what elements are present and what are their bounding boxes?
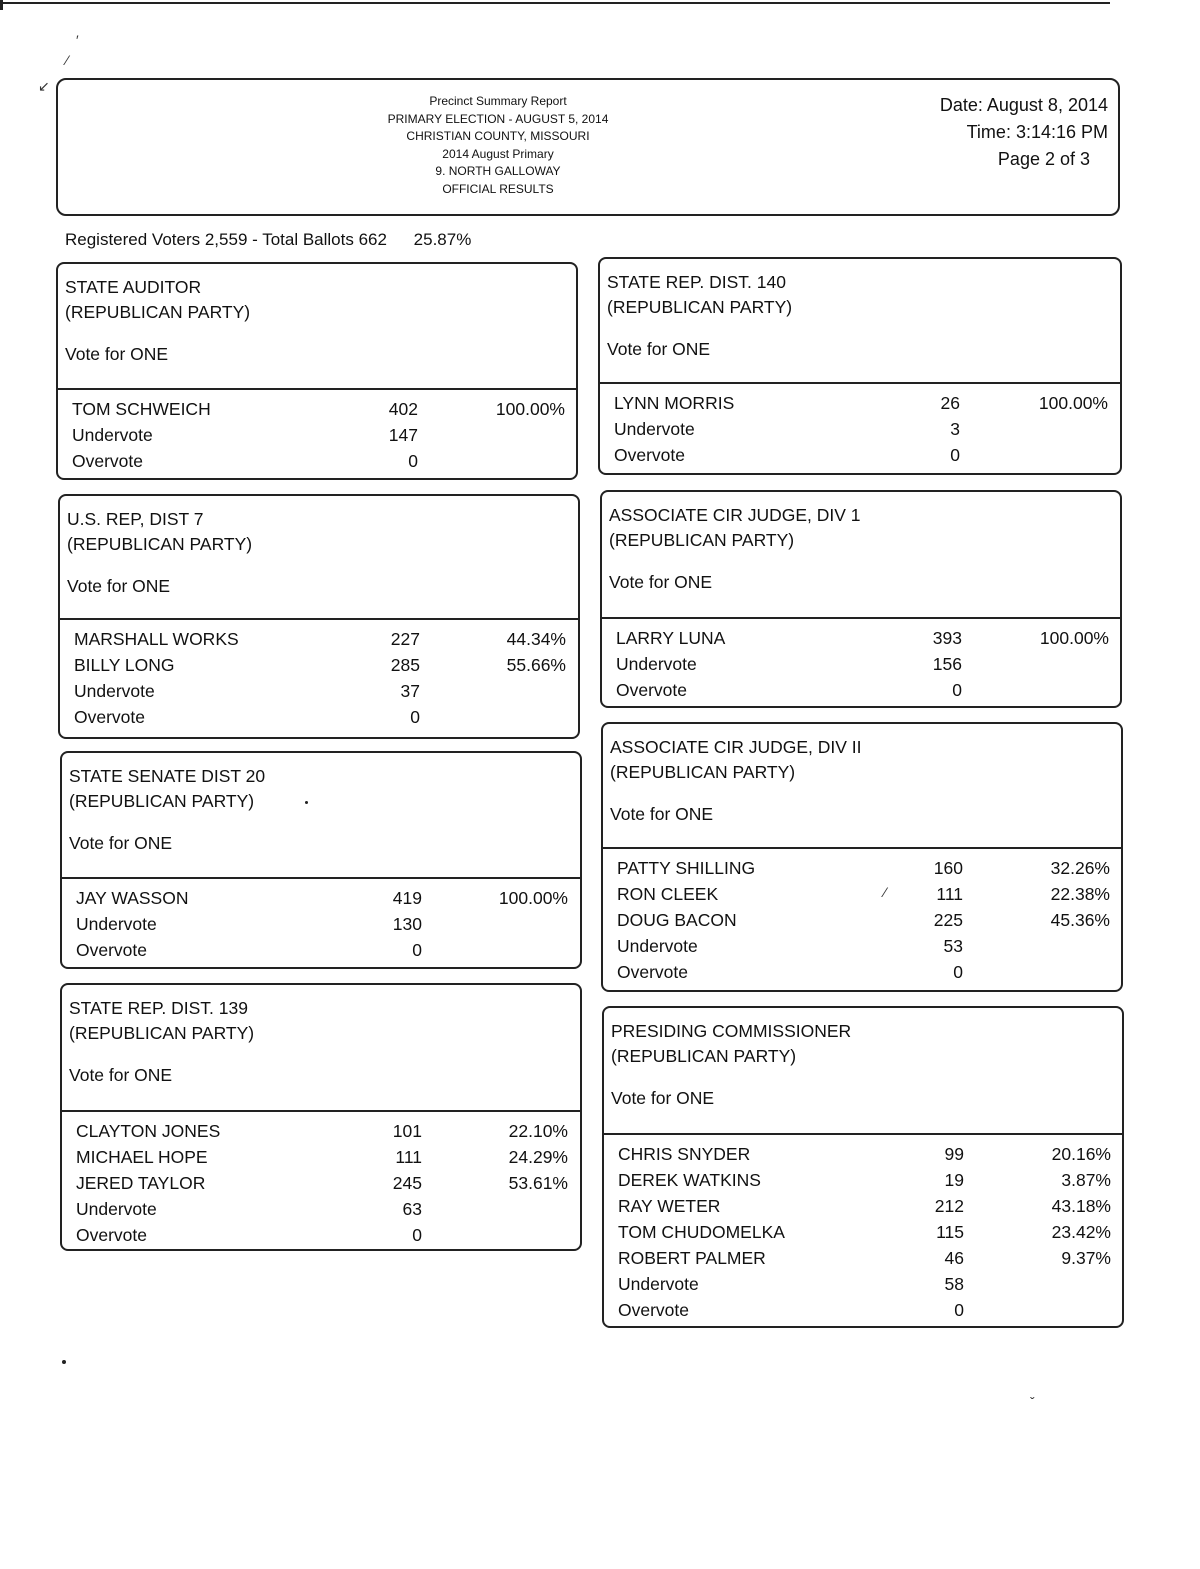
contest-title: U.S. REP, DIST 7 — [67, 509, 204, 529]
county-name: CHRISTIAN COUNTY, MISSOURI — [406, 129, 590, 143]
candidate-name: ROBERT PALMER — [618, 1248, 766, 1268]
contest-header — [600, 259, 1120, 384]
vote-count: 19 — [944, 1170, 964, 1190]
contest-party: (REPUBLICAN PARTY) — [607, 297, 793, 317]
scan-mark: ⁄ — [66, 52, 69, 68]
results-list — [62, 879, 580, 963]
contest-title-block — [69, 764, 265, 814]
vote-percent: 22.10% — [508, 1121, 568, 1141]
vote-instruction: Vote for ONE — [69, 1065, 173, 1085]
report-header — [56, 78, 1120, 216]
candidate-name: Overvote — [618, 1300, 689, 1320]
result-row — [60, 652, 578, 678]
vote-count: 0 — [950, 445, 960, 465]
result-row — [604, 1219, 1122, 1245]
result-row — [600, 390, 1120, 416]
vote-count: 115 — [936, 1222, 964, 1242]
result-row — [58, 448, 576, 474]
vote-count: 285 — [390, 655, 420, 675]
check-mark: ⁄ — [884, 884, 887, 900]
registration-text: Registered Voters 2,559 - Total Ballots 662 — [65, 230, 387, 249]
vote-count: 393 — [932, 628, 962, 648]
contest-box — [60, 983, 582, 1251]
scan-mark: ↙ — [38, 78, 50, 94]
contest-title: PRESIDING COMMISSIONER — [611, 1021, 852, 1041]
candidate-name: Undervote — [618, 1274, 699, 1294]
vote-count: 99 — [944, 1144, 964, 1164]
vote-count: 46 — [944, 1248, 964, 1268]
vote-count: 0 — [412, 940, 422, 960]
vote-count: 26 — [940, 393, 960, 413]
vote-count: 0 — [954, 1300, 964, 1320]
vote-count: 0 — [952, 680, 962, 700]
vote-percent: 100.00% — [1038, 393, 1108, 413]
vote-count: 130 — [392, 914, 422, 934]
candidate-name: MICHAEL HOPE — [76, 1147, 208, 1167]
results-list — [602, 619, 1120, 703]
vote-instruction: Vote for ONE — [65, 344, 169, 364]
contest-header — [602, 492, 1120, 619]
result-row — [602, 677, 1120, 703]
result-row — [62, 1118, 580, 1144]
vote-count: 212 — [934, 1196, 964, 1216]
result-row — [58, 396, 576, 422]
vote-percent: 100.00% — [1039, 628, 1109, 648]
contest-party: (REPUBLICAN PARTY) — [610, 762, 796, 782]
report-time: Time: 3:14:16 PM — [966, 122, 1108, 142]
result-row — [600, 442, 1120, 468]
vote-count: 227 — [390, 629, 420, 649]
vote-count: 0 — [953, 962, 963, 982]
contest-title: STATE AUDITOR — [65, 277, 202, 297]
results-list — [600, 384, 1120, 468]
vote-instruction: Vote for ONE — [611, 1088, 715, 1108]
vote-count: 111 — [395, 1147, 422, 1167]
result-row — [604, 1245, 1122, 1271]
candidate-name: RON CLEEK — [617, 884, 719, 904]
election-label: 2014 August Primary — [442, 146, 554, 161]
contest-title: ASSOCIATE CIR JUDGE, DIV 1 — [609, 505, 861, 525]
scan-edge-mark — [0, 0, 3, 10]
vote-count: 245 — [392, 1173, 422, 1193]
result-row — [602, 625, 1120, 651]
contest-header — [62, 985, 580, 1112]
candidate-name: Overvote — [72, 451, 143, 471]
vote-instruction: Vote for ONE — [69, 833, 173, 853]
contest-party: (REPUBLICAN PARTY) — [65, 302, 251, 322]
report-title-block — [358, 93, 638, 198]
vote-percent: 24.29% — [508, 1147, 568, 1167]
vote-percent: 100.00% — [498, 888, 568, 908]
vote-instruction: Vote for ONE — [67, 576, 171, 596]
result-row — [603, 959, 1121, 985]
contest-title: ASSOCIATE CIR JUDGE, DIV II — [610, 737, 862, 757]
candidate-name: TOM SCHWEICH — [72, 399, 211, 419]
results-list — [62, 1112, 580, 1248]
results-status: OFFICIAL RESULTS — [442, 181, 554, 196]
result-row — [603, 907, 1121, 933]
candidate-name: DEREK WATKINS — [618, 1170, 761, 1190]
candidate-name: Overvote — [616, 680, 687, 700]
contest-title-block — [610, 735, 862, 785]
page-number: Page 2 of 3 — [997, 149, 1090, 169]
result-row — [60, 678, 578, 704]
result-row — [62, 1222, 580, 1248]
contest-box — [600, 490, 1122, 708]
result-row — [60, 626, 578, 652]
vote-count: 58 — [944, 1274, 964, 1294]
result-row — [603, 855, 1121, 881]
vote-count: 0 — [410, 707, 420, 727]
result-row — [62, 885, 580, 911]
candidate-name: Undervote — [617, 936, 698, 956]
candidate-name: Overvote — [74, 707, 145, 727]
result-row — [603, 933, 1121, 959]
candidate-name: LYNN MORRIS — [614, 393, 735, 413]
vote-count: 0 — [408, 451, 418, 471]
results-list — [58, 390, 576, 474]
vote-percent: 3.87% — [1061, 1170, 1111, 1190]
vote-count: 0 — [412, 1225, 422, 1245]
scan-dot — [62, 1360, 66, 1364]
report-meta — [940, 92, 1108, 173]
vote-percent: 43.18% — [1051, 1196, 1111, 1216]
result-row — [604, 1167, 1122, 1193]
results-list — [604, 1135, 1122, 1323]
vote-count: 225 — [933, 910, 963, 930]
contest-header — [62, 753, 580, 879]
vote-count: 111 — [936, 884, 963, 904]
candidate-name: Undervote — [72, 425, 153, 445]
vote-count: 402 — [388, 399, 418, 419]
contest-party: (REPUBLICAN PARTY) — [611, 1046, 797, 1066]
vote-percent: 53.61% — [508, 1173, 568, 1193]
result-row — [604, 1193, 1122, 1219]
contest-party: (REPUBLICAN PARTY) — [609, 530, 795, 550]
contest-header — [60, 496, 578, 620]
result-row — [58, 422, 576, 448]
election-name: PRIMARY ELECTION - AUGUST 5, 2014 — [387, 111, 609, 126]
contest-box — [58, 494, 580, 739]
result-row — [62, 911, 580, 937]
result-row — [600, 416, 1120, 442]
vote-percent: 44.34% — [506, 629, 566, 649]
result-row — [62, 1170, 580, 1196]
candidate-name: CHRIS SNYDER — [618, 1144, 751, 1164]
candidate-name: Undervote — [76, 914, 157, 934]
candidate-name: CLAYTON JONES — [76, 1121, 221, 1141]
candidate-name: TOM CHUDOMELKA — [618, 1222, 785, 1242]
result-row — [62, 1144, 580, 1170]
report-date: Date: August 8, 2014 — [939, 95, 1108, 115]
scan-mark: ˇ — [1030, 1394, 1035, 1410]
result-row — [603, 881, 1121, 907]
contest-box — [60, 751, 582, 969]
report-title: Precinct Summary Report — [429, 94, 567, 108]
vote-percent: 20.16% — [1051, 1144, 1111, 1164]
candidate-name: LARRY LUNA — [616, 628, 726, 648]
candidate-name: Overvote — [76, 1225, 147, 1245]
contest-title-block — [69, 996, 254, 1046]
contest-party: (REPUBLICAN PARTY) — [67, 534, 253, 554]
candidate-name: JAY WASSON — [76, 888, 189, 908]
vote-count: 53 — [943, 936, 963, 956]
candidate-name: Overvote — [614, 445, 685, 465]
vote-percent: 22.38% — [1050, 884, 1110, 904]
contest-title-block — [67, 507, 252, 557]
contest-title-block — [611, 1019, 851, 1069]
results-list — [60, 620, 578, 730]
vote-percent: 23.42% — [1051, 1222, 1111, 1242]
vote-count: 147 — [388, 425, 418, 445]
result-row — [604, 1141, 1122, 1167]
candidate-name: RAY WETER — [618, 1196, 721, 1216]
candidate-name: JERED TAYLOR — [76, 1173, 206, 1193]
vote-count: 3 — [950, 419, 960, 439]
scan-mark: ′ — [76, 32, 79, 48]
candidate-name: MARSHALL WORKS — [74, 629, 239, 649]
results-list — [603, 849, 1121, 985]
vote-percent: 45.36% — [1050, 910, 1110, 930]
contest-header — [604, 1008, 1122, 1135]
vote-percent: 9.37% — [1061, 1248, 1111, 1268]
precinct-name: 9. NORTH GALLOWAY — [435, 164, 561, 178]
candidate-name: BILLY LONG — [74, 655, 175, 675]
result-row — [602, 651, 1120, 677]
contest-title-block — [609, 503, 861, 553]
contest-party: (REPUBLICAN PARTY) — [69, 1023, 255, 1043]
vote-count: 419 — [392, 888, 422, 908]
contest-title: STATE REP. DIST. 140 — [607, 272, 786, 292]
candidate-name: Overvote — [76, 940, 147, 960]
vote-percent: 55.66% — [506, 655, 566, 675]
contest-header — [58, 264, 576, 390]
contest-title: STATE SENATE DIST 20 — [69, 766, 266, 786]
result-row — [604, 1271, 1122, 1297]
scan-top-border — [0, 2, 1110, 4]
contest-box — [601, 722, 1123, 992]
contest-box — [56, 262, 578, 480]
contest-title-block — [607, 270, 792, 320]
vote-instruction: Vote for ONE — [610, 804, 714, 824]
registration-summary — [65, 230, 471, 250]
contest-party: (REPUBLICAN PARTY) — [69, 791, 255, 811]
result-row — [60, 704, 578, 730]
result-row — [62, 937, 580, 963]
turnout-percent: 25.87% — [413, 230, 472, 249]
vote-percent: 100.00% — [495, 399, 565, 419]
vote-percent: 32.26% — [1050, 858, 1110, 878]
candidate-name: Undervote — [74, 681, 155, 701]
candidate-name: Undervote — [616, 654, 697, 674]
vote-count: 156 — [932, 654, 962, 674]
vote-count: 101 — [392, 1121, 422, 1141]
candidate-name: Undervote — [76, 1199, 157, 1219]
contest-box — [602, 1006, 1124, 1328]
candidate-name: Overvote — [617, 962, 688, 982]
vote-count: 37 — [400, 681, 420, 701]
vote-count: 63 — [402, 1199, 422, 1219]
vote-instruction: Vote for ONE — [607, 339, 711, 359]
candidate-name: Undervote — [614, 419, 695, 439]
contest-box — [598, 257, 1122, 475]
result-row — [62, 1196, 580, 1222]
vote-instruction: Vote for ONE — [609, 572, 713, 592]
contest-header — [603, 724, 1121, 849]
contest-title-block — [65, 275, 250, 325]
result-row — [604, 1297, 1122, 1323]
vote-count: 160 — [933, 858, 963, 878]
contest-title: STATE REP. DIST. 139 — [69, 998, 248, 1018]
candidate-name: DOUG BACON — [617, 910, 737, 930]
candidate-name: PATTY SHILLING — [617, 858, 756, 878]
